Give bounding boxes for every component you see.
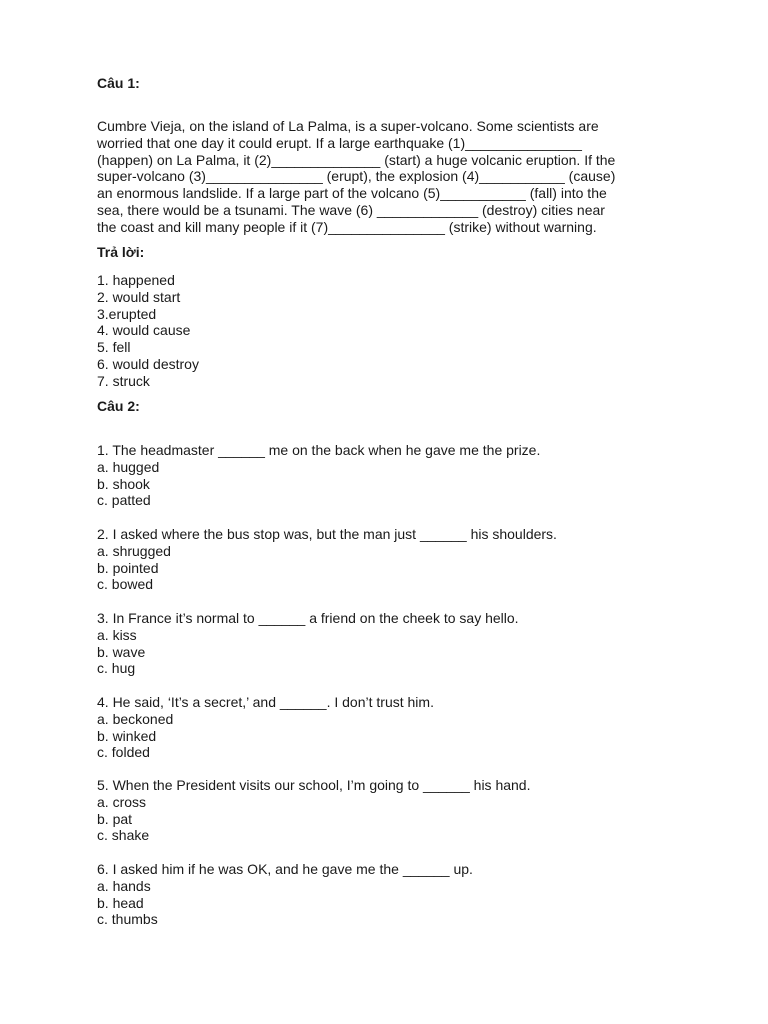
- passage-line: an enormous landslide. If a large part of the volcano (5)___________ (fall) into the: [97, 185, 607, 202]
- question-block: [97, 861, 473, 928]
- passage-line: sea, there would be a tsunami. The wave (6) _____________ (destroy) cities near: [97, 201, 605, 218]
- answer-item: 2. would start: [97, 288, 181, 305]
- answer-option: a. beckoned: [97, 710, 174, 727]
- question-text: 4. He said, ‘It’s a secret,’ and ______. I don’t trust him.: [97, 694, 434, 710]
- question-block: [97, 694, 434, 761]
- question-text: 6. I asked him if he was OK, and he gave me the ______ up.: [97, 861, 473, 877]
- question-block: [97, 610, 519, 677]
- answer-option: a. shrugged: [97, 542, 171, 559]
- answer-item: 1. happened: [97, 272, 175, 288]
- section-2-heading: Câu 2:: [97, 398, 140, 414]
- answer-heading: Trả lời:: [97, 244, 145, 260]
- section-1-heading: Câu 1:: [97, 75, 140, 91]
- answer-option: b. winked: [97, 727, 157, 744]
- question-block: [97, 777, 530, 844]
- answer-option: b. pointed: [97, 559, 159, 576]
- answer-option: c. shake: [97, 827, 150, 844]
- passage-line: (happen) on La Palma, it (2)______________ (start) a huge volcanic eruption. If the: [97, 151, 616, 168]
- answer-option: b. wave: [97, 643, 146, 660]
- answer-item: 6. would destroy: [97, 355, 199, 372]
- answer-option: a. hands: [97, 877, 151, 894]
- question-block: [97, 526, 557, 593]
- answer-item: 7. struck: [97, 372, 150, 389]
- answer-item: 5. fell: [97, 339, 131, 356]
- question-text: 2. I asked where the bus stop was, but the man just ______ his shoulders.: [97, 526, 557, 542]
- answer-option: a. hugged: [97, 458, 160, 475]
- passage-line: worried that one day it could erupt. If a large earthquake (1)_______________: [97, 134, 582, 151]
- answer-option: a. cross: [97, 793, 147, 810]
- passage: [97, 118, 677, 236]
- answer-option: c. thumbs: [97, 911, 158, 928]
- question-text: 5. When the President visits our school, I’m going to ______ his hand.: [97, 777, 531, 793]
- answer-option: c. bowed: [97, 576, 154, 593]
- answer-option: b. head: [97, 894, 144, 911]
- answer-list: [97, 272, 199, 390]
- answer-option: c. patted: [97, 492, 151, 509]
- answer-option: c. hug: [97, 660, 136, 677]
- question-block: [97, 442, 540, 509]
- answer-option: c. folded: [97, 744, 150, 761]
- question-text: 3. In France it’s normal to ______ a friend on the cheek to say hello.: [97, 610, 519, 626]
- answer-item: 3.erupted: [97, 305, 157, 322]
- passage-line: the coast and kill many people if it (7)_______________ (strike) without warning.: [97, 218, 597, 235]
- answer-option: b. pat: [97, 810, 133, 827]
- passage-line: Cumbre Vieja, on the island of La Palma, is a super-volcano. Some scientists are: [97, 118, 599, 134]
- question-text: 1. The headmaster ______ me on the back when he gave me the prize.: [97, 442, 541, 458]
- answer-option: b. shook: [97, 475, 150, 492]
- answer-item: 4. would cause: [97, 322, 191, 339]
- passage-line: super-volcano (3)_______________ (erupt), the explosion (4)___________ (cause): [97, 168, 616, 185]
- answer-option: a. kiss: [97, 626, 137, 643]
